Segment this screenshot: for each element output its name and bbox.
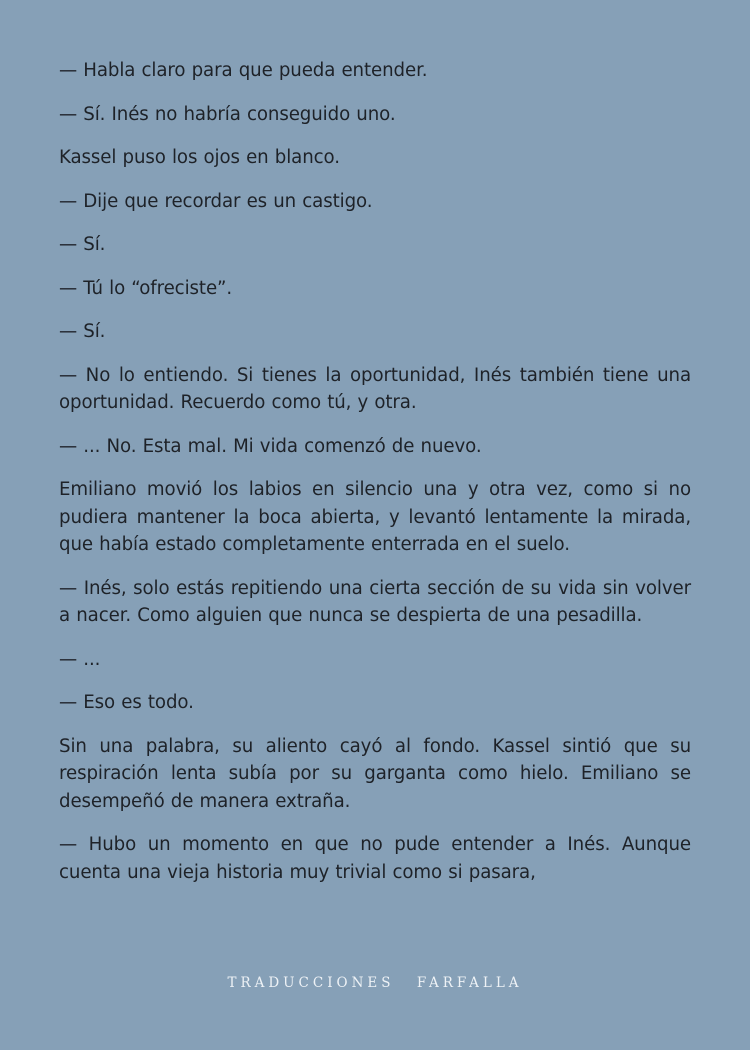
paragraph: — Sí. Inés no habría conseguido uno. <box>59 103 396 125</box>
paragraph: — Eso es todo. <box>59 692 194 713</box>
paragraph: — ... <box>59 648 101 670</box>
paragraph: — Hubo un momento en que no pude entender a Inés. Aunque cuenta una vieja historia muy trivial como si pasara, <box>59 834 691 883</box>
paragraph: — ... No. Esta mal. Mi vida comenzó de nuevo. <box>59 435 482 457</box>
paragraph: — Inés, solo estás repitiendo una cierta sección de su vida sin volver a nacer. Como alguien que nunca se despierta de una pesadilla. <box>59 577 691 626</box>
page-footer: TRADUCCIONES FARFALLA <box>227 975 523 991</box>
paragraph: — Tú lo “ofreciste”. <box>59 277 233 299</box>
paragraph: — Habla claro para que pueda entender. <box>59 60 428 81</box>
paragraph: Emiliano movió los labios en silencio una y otra vez, como si no pudiera mantener la boca abierta, y levantó lentamente la mirada, que había estado completamente enterrada en el suelo. <box>59 479 691 555</box>
paragraph: Kassel puso los ojos en blanco. <box>59 147 340 168</box>
paragraph: Sin una palabra, su aliento cayó al fondo. Kassel sintió que su respiración lenta subía por su garganta como hielo. Emiliano se desempeñó de manera extraña. <box>59 735 691 812</box>
paragraph: — No lo entiendo. Si tienes la oportunidad, Inés también tiene una oportunidad. Recuerdo como tú, y otra. <box>59 364 691 413</box>
page-body <box>59 57 691 902</box>
paragraph: — Sí. <box>59 234 106 255</box>
paragraph: — Dije que recordar es un castigo. <box>59 190 373 212</box>
paragraph: — Sí. <box>59 321 106 342</box>
